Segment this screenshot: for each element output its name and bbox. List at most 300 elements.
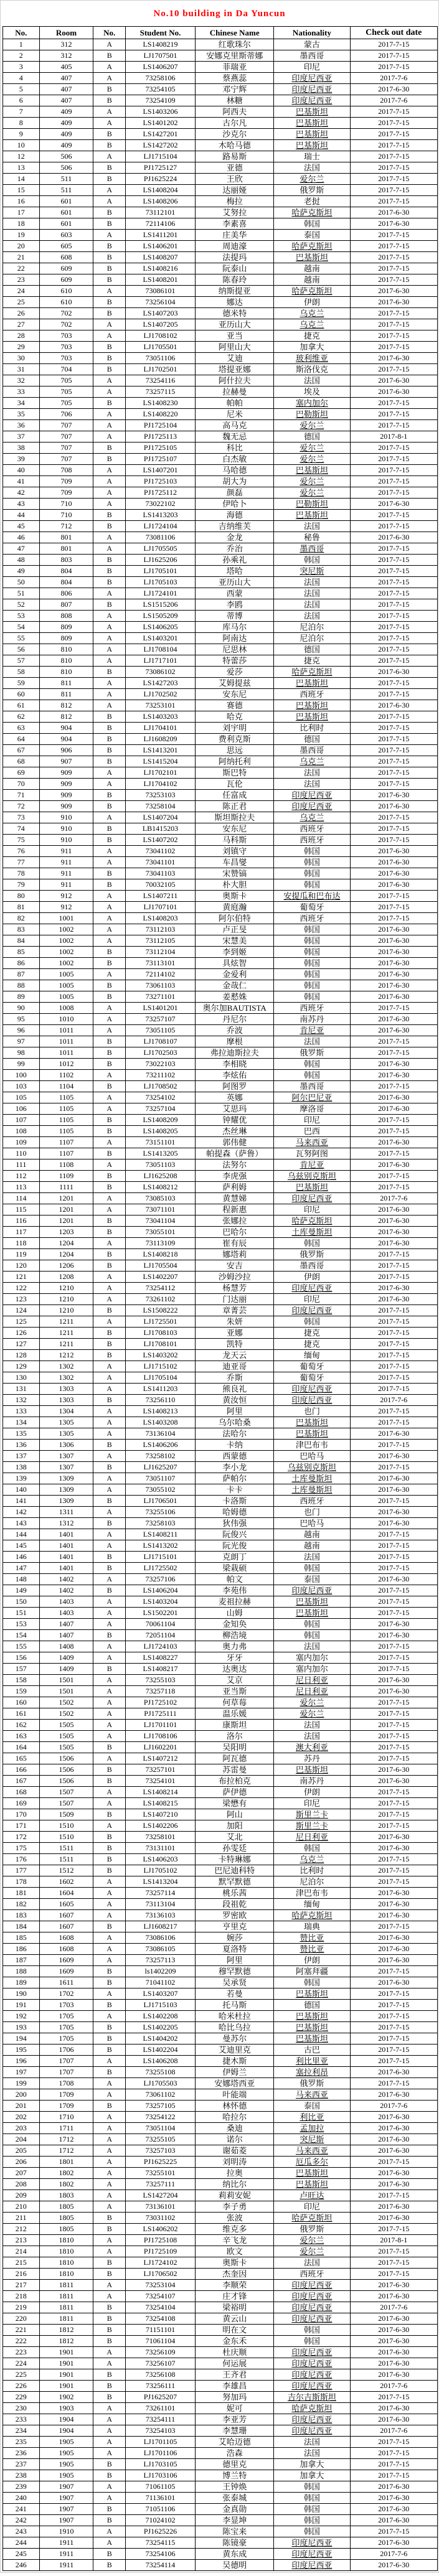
cell-student-no: LJ1707101 — [125, 902, 195, 913]
cell-room: 1011 — [39, 1036, 93, 1047]
cell-student-no: PJ1725109 — [125, 2246, 195, 2257]
table-row — [3, 1518, 438, 1529]
cell-checkout-date: 2017-6-30 — [350, 2112, 437, 2123]
cell-no: 53 — [3, 611, 40, 622]
cell-chinese-name: 欧文 — [196, 2246, 274, 2257]
cell-nationality: 西班牙 — [274, 2269, 350, 2280]
cell-bed: B — [93, 555, 126, 566]
cell-checkout-date: 2017-6-30 — [350, 207, 437, 218]
cell-checkout-date: 2017-7-15 — [350, 465, 437, 476]
cell-no: 145 — [3, 1540, 40, 1552]
cell-room: 1309 — [39, 1484, 93, 1496]
cell-checkout-date: 2017-7-15 — [350, 1249, 437, 1260]
cell-checkout-date: 2017-6-30 — [350, 1764, 437, 1776]
cell-checkout-date: 2017-7-15 — [350, 151, 437, 162]
cell-no: 190 — [3, 1988, 40, 2000]
cell-bed: A — [93, 2358, 126, 2369]
cell-chinese-name: 帕帕 — [196, 398, 274, 409]
cell-bed: B — [93, 207, 126, 218]
cell-checkout-date: 2017-7-15 — [350, 767, 437, 779]
cell-student-no: 73261101 — [125, 2403, 195, 2414]
table-row — [3, 1977, 438, 1988]
cell-nationality: 巴基斯坦 — [274, 118, 350, 129]
cell-room: 1008 — [39, 1003, 93, 1014]
cell-bed: B — [93, 734, 126, 745]
cell-room: 1901 — [39, 2347, 93, 2358]
cell-bed: B — [93, 980, 126, 991]
cell-checkout-date: 2017-6-30 — [350, 353, 437, 364]
cell-room: 1309 — [39, 1473, 93, 1484]
cell-room: 1609 — [39, 1955, 93, 1966]
cell-checkout-date: 2017-7-15 — [350, 196, 437, 207]
cell-checkout-date: 2017-8-1 — [350, 2235, 437, 2246]
cell-no: 74 — [3, 823, 40, 835]
cell-student-no: LJ1715104 — [125, 151, 195, 162]
cell-no: 206 — [3, 2157, 40, 2168]
cell-nationality: 突尼斯 — [274, 2134, 350, 2145]
cell-no: 239 — [3, 2481, 40, 2493]
cell-room: 1604 — [39, 1888, 93, 1899]
cell-bed: A — [93, 420, 126, 431]
cell-checkout-date: 2017-7-15 — [350, 1865, 437, 1876]
cell-chinese-name: 沙姆沙拉 — [196, 1272, 274, 1283]
cell-no: 170 — [3, 1809, 40, 1820]
table-row — [3, 1092, 438, 1103]
cell-nationality: 巴基斯坦 — [274, 2179, 350, 2190]
table-row — [3, 230, 438, 241]
cell-nationality: 巴基斯坦 — [274, 2033, 350, 2044]
cell-student-no: LJ1701105 — [125, 2437, 195, 2448]
cell-checkout-date: 2017-7-15 — [350, 252, 437, 263]
cell-chinese-name: 法哈尔 — [196, 1428, 274, 1440]
cell-nationality: 葡萄牙 — [274, 1361, 350, 1372]
cell-student-no: LS1406201 — [125, 241, 195, 252]
cell-nationality: 尼泊尔 — [274, 622, 350, 633]
cell-chinese-name: 狄伟强 — [196, 1518, 274, 1529]
cell-no: 147 — [3, 1563, 40, 1574]
cell-bed: A — [93, 1652, 126, 1664]
cell-checkout-date: 2017-7-15 — [350, 913, 437, 924]
cell-chinese-name: 达奥达 — [196, 1664, 274, 1675]
cell-bed: A — [93, 1238, 126, 1249]
cell-checkout-date: 2017-7-15 — [350, 1988, 437, 2000]
cell-bed: A — [93, 1675, 126, 1686]
cell-bed: B — [93, 1305, 126, 1316]
cell-chinese-name: 金龙 — [196, 532, 274, 543]
cell-student-no: 73257105 — [125, 2101, 195, 2112]
cell-room: 1707 — [39, 2067, 93, 2078]
cell-chinese-name: 巴尼迪科特 — [196, 1865, 274, 1876]
cell-bed: B — [93, 1563, 126, 1574]
cell-checkout-date: 2017-7-15 — [350, 1406, 437, 1417]
cell-no: 208 — [3, 2179, 40, 2190]
cell-bed: A — [93, 1619, 126, 1630]
cell-no: 138 — [3, 1462, 40, 1473]
cell-nationality: 爱尔兰 — [274, 487, 350, 499]
cell-nationality: 印尼 — [274, 1204, 350, 1215]
table-row — [3, 2515, 438, 2526]
cell-checkout-date: 2017-6-30 — [350, 1070, 437, 1081]
cell-room: 506 — [39, 162, 93, 174]
cell-bed: B — [93, 2392, 126, 2403]
table-row — [3, 431, 438, 443]
cell-bed: A — [93, 2425, 126, 2437]
cell-chinese-name: 金哉仁 — [196, 980, 274, 991]
table-row — [3, 947, 438, 958]
cell-room: 912 — [39, 891, 93, 902]
cell-bed: B — [93, 566, 126, 577]
cell-checkout-date: 2017-7-15 — [350, 409, 437, 420]
cell-no: 117 — [3, 1227, 40, 1238]
table-row — [3, 1305, 438, 1316]
cell-room: 609 — [39, 274, 93, 286]
cell-no: 37 — [3, 431, 40, 443]
cell-nationality: 韩国 — [274, 935, 350, 947]
cell-checkout-date: 2017-7-15 — [350, 2392, 437, 2403]
cell-nationality: 韩国 — [274, 2526, 350, 2537]
table-row — [3, 1820, 438, 1832]
table-row — [3, 2560, 438, 2571]
cell-no: 14 — [3, 174, 40, 185]
cell-bed: B — [93, 1809, 126, 1820]
table-row — [3, 2537, 438, 2549]
cell-room: 909 — [39, 779, 93, 790]
cell-no: 128 — [3, 1350, 40, 1361]
cell-chinese-name: 黄东成 — [196, 2549, 274, 2560]
cell-bed: B — [93, 129, 126, 140]
cell-student-no: 73254112 — [125, 1283, 195, 1294]
cell-room: 1805 — [39, 2201, 93, 2213]
cell-chinese-name: 梁栽硕 — [196, 1563, 274, 1574]
cell-bed: B — [93, 95, 126, 106]
cell-student-no: LS1427204 — [125, 2190, 195, 2201]
cell-room: 1303 — [39, 1384, 93, 1395]
cell-nationality: 泰国 — [274, 230, 350, 241]
cell-checkout-date: 2017-7-15 — [350, 1854, 437, 1865]
cell-no: 119 — [3, 1249, 40, 1260]
cell-nationality: 突尼斯 — [274, 566, 350, 577]
cell-chinese-name: 安东尼 — [196, 823, 274, 835]
cell-room: 1911 — [39, 2537, 93, 2549]
cell-room: 312 — [39, 39, 93, 50]
cell-bed: B — [93, 2224, 126, 2235]
cell-room: 812 — [39, 700, 93, 711]
cell-room: 1805 — [39, 2213, 93, 2224]
cell-chinese-name: 弗拉迪斯拉夫 — [196, 1047, 274, 1059]
cell-no: 233 — [3, 2414, 40, 2425]
cell-chinese-name: 罗密欧 — [196, 1910, 274, 1921]
cell-student-no: LS1515206 — [125, 599, 195, 611]
cell-nationality: 巴基斯坦 — [274, 2011, 350, 2022]
cell-student-no: 73022102 — [125, 499, 195, 510]
cell-student-no: LJ1706502 — [125, 2269, 195, 2280]
cell-bed: A — [93, 622, 126, 633]
cell-room: 1511 — [39, 1843, 93, 1854]
cell-nationality: 利比里亚 — [274, 2056, 350, 2067]
cell-nationality: 韩国 — [274, 969, 350, 980]
cell-bed: B — [93, 835, 126, 846]
table-row — [3, 2101, 438, 2112]
cell-nationality: 尼日利亚 — [274, 1832, 350, 1843]
cell-nationality: 爱尔兰 — [274, 420, 350, 431]
cell-chinese-name: 吴承贤 — [196, 1977, 274, 1988]
table-row — [3, 599, 438, 611]
cell-bed: B — [93, 140, 126, 151]
cell-nationality: 印度尼西亚 — [274, 1395, 350, 1406]
cell-bed: A — [93, 1451, 126, 1462]
cell-bed: A — [93, 913, 126, 924]
col-chinese-name: Chinese Name — [196, 27, 274, 39]
cell-nationality: 印度尼西亚 — [274, 95, 350, 106]
cell-bed: A — [93, 1283, 126, 1294]
cell-chinese-name: 章菁芸 — [196, 1305, 274, 1316]
cell-chinese-name: 木哈马德 — [196, 140, 274, 151]
cell-bed: A — [93, 2448, 126, 2459]
cell-bed: B — [93, 274, 126, 286]
cell-checkout-date: 2017-6-30 — [350, 1574, 437, 1585]
cell-chinese-name: 爱莎 — [196, 667, 274, 678]
cell-checkout-date: 2017-6-30 — [350, 2067, 437, 2078]
cell-room: 1706 — [39, 2044, 93, 2056]
cell-checkout-date: 2017-7-15 — [350, 745, 437, 756]
cell-no: 113 — [3, 1182, 40, 1193]
cell-bed: A — [93, 39, 126, 50]
cell-checkout-date: 2017-7-15 — [350, 1126, 437, 1137]
cell-student-no: LS1406204 — [125, 1585, 195, 1596]
cell-no: 40 — [3, 465, 40, 476]
cell-chinese-name: 李鸥 — [196, 599, 274, 611]
cell-student-no: 73041102 — [125, 846, 195, 857]
cell-student-no: LS1413204 — [125, 1876, 195, 1888]
cell-checkout-date: 2017-6-30 — [350, 2504, 437, 2515]
cell-no: 21 — [3, 252, 40, 263]
cell-no: 15 — [3, 185, 40, 196]
cell-room: 1902 — [39, 2392, 93, 2403]
cell-nationality: 韩国 — [274, 1563, 350, 1574]
cell-bed: A — [93, 633, 126, 644]
cell-no: 149 — [3, 1585, 40, 1596]
cell-bed: B — [93, 1440, 126, 1451]
col-room: Room — [39, 27, 93, 39]
table-row — [3, 2392, 438, 2403]
cell-nationality: 蒙古 — [274, 39, 350, 50]
cell-checkout-date: 2017-7-15 — [350, 1440, 437, 1451]
cell-bed: A — [93, 1944, 126, 1955]
cell-room: 1105 — [39, 1103, 93, 1115]
cell-room: 1010 — [39, 1014, 93, 1025]
cell-no: 31 — [3, 364, 40, 375]
table-row — [3, 991, 438, 1003]
cell-nationality: 韩国 — [274, 980, 350, 991]
cell-student-no: LS1403207 — [125, 1988, 195, 2000]
cell-student-no: 73211102 — [125, 1070, 195, 1081]
cell-room: 1204 — [39, 1238, 93, 1249]
cell-bed: B — [93, 297, 126, 308]
cell-bed: A — [93, 2089, 126, 2101]
cell-checkout-date: 2017-6-30 — [350, 2358, 437, 2369]
cell-room: 1401 — [39, 1540, 93, 1552]
cell-student-no: 73254107 — [125, 2291, 195, 2302]
cell-student-no: 73051103 — [125, 1159, 195, 1171]
cell-room: 1306 — [39, 1440, 93, 1451]
cell-no: 168 — [3, 1787, 40, 1798]
cell-nationality: 韩国 — [274, 1070, 350, 1081]
cell-room: 1105 — [39, 1126, 93, 1137]
cell-student-no: 73254102 — [125, 1092, 195, 1103]
cell-checkout-date: 2017-6-30 — [350, 1899, 437, 1910]
cell-bed: A — [93, 857, 126, 868]
cell-bed: B — [93, 2213, 126, 2224]
cell-checkout-date: 2017-6-30 — [350, 1630, 437, 1641]
table-row — [3, 2224, 438, 2235]
cell-student-no: LJ1708101 — [125, 1339, 195, 1350]
cell-no: 52 — [3, 599, 40, 611]
cell-room: 911 — [39, 879, 93, 891]
cell-nationality: 捷克 — [274, 1328, 350, 1339]
cell-room: 1201 — [39, 1193, 93, 1204]
cell-nationality: 西班牙 — [274, 1003, 350, 1014]
cell-room: 1502 — [39, 1708, 93, 1720]
cell-chinese-name: 李苑伟 — [196, 1585, 274, 1596]
cell-room: 801 — [39, 532, 93, 543]
cell-nationality: 瑞士 — [274, 151, 350, 162]
cell-room: 407 — [39, 95, 93, 106]
cell-student-no: 73061103 — [125, 980, 195, 991]
cell-no: 105 — [3, 1092, 40, 1103]
cell-room: 1311 — [39, 1507, 93, 1518]
cell-student-no: 73255108 — [125, 2067, 195, 2078]
table-row — [3, 1787, 438, 1798]
cell-room: 1506 — [39, 1776, 93, 1787]
cell-checkout-date: 2017-7-15 — [350, 2000, 437, 2011]
table-row — [3, 420, 438, 431]
cell-student-no: 72114106 — [125, 218, 195, 230]
cell-student-no: LJ1717101 — [125, 655, 195, 667]
cell-checkout-date: 2017-7-15 — [350, 1047, 437, 1059]
cell-room: 1201 — [39, 1204, 93, 1215]
cell-bed: B — [93, 745, 126, 756]
cell-no: 222 — [3, 2336, 40, 2347]
cell-chinese-name: 亚娜 — [196, 1328, 274, 1339]
cell-nationality: 韩国 — [274, 947, 350, 958]
cell-checkout-date: 2017-6-30 — [350, 947, 437, 958]
cell-nationality: 泰国 — [274, 2101, 350, 2112]
cell-nationality: 巴基斯坦 — [274, 700, 350, 711]
cell-room: 1506 — [39, 1753, 93, 1764]
cell-chinese-name: 蒂博 — [196, 611, 274, 622]
cell-nationality: 法国 — [274, 779, 350, 790]
cell-no: 90 — [3, 1003, 40, 1014]
table-row — [3, 711, 438, 723]
cell-room: 605 — [39, 241, 93, 252]
cell-chinese-name: 德米特 — [196, 308, 274, 319]
table-row — [3, 443, 438, 454]
cell-student-no: 73081106 — [125, 532, 195, 543]
cell-bed: A — [93, 2179, 126, 2190]
cell-chinese-name: 李顺荣 — [196, 2280, 274, 2291]
cell-no: 199 — [3, 2078, 40, 2089]
cell-chinese-name: 帕文 — [196, 1574, 274, 1585]
cell-room: 1709 — [39, 2101, 93, 2112]
cell-nationality: 印度尼西亚 — [274, 2313, 350, 2325]
cell-no: 217 — [3, 2280, 40, 2291]
cell-bed: B — [93, 1260, 126, 1272]
cell-nationality: 爱尔兰 — [274, 174, 350, 185]
cell-student-no: 73258104 — [125, 801, 195, 812]
cell-nationality: 印度尼西亚 — [274, 2414, 350, 2425]
cell-student-no: 73112104 — [125, 947, 195, 958]
cell-nationality: 尼泊尔 — [274, 1876, 350, 1888]
cell-room: 1608 — [39, 1944, 93, 1955]
cell-chinese-name: 哈姆德 — [196, 1507, 274, 1518]
cell-checkout-date: 2017-6-30 — [350, 935, 437, 947]
cell-chinese-name: 西蒙 — [196, 588, 274, 599]
cell-checkout-date: 2017-6-30 — [350, 2515, 437, 2526]
cell-no: 45 — [3, 521, 40, 532]
cell-room: 909 — [39, 801, 93, 812]
table-row — [3, 2459, 438, 2470]
cell-chinese-name: 哈米杜拉 — [196, 2011, 274, 2022]
cell-student-no: PJ1725104 — [125, 420, 195, 431]
cell-chinese-name: 亚当 — [196, 330, 274, 342]
cell-bed: A — [93, 1316, 126, 1328]
cell-nationality: 越南 — [274, 1529, 350, 1540]
cell-chinese-name: 陈镜豪 — [196, 2537, 274, 2549]
cell-nationality: 巴基斯坦 — [274, 2168, 350, 2179]
table-row — [3, 1955, 438, 1966]
cell-no: 106 — [3, 1103, 40, 1115]
cell-bed: B — [93, 1171, 126, 1182]
cell-nationality: 捷克 — [274, 330, 350, 342]
cell-student-no: 73258102 — [125, 1451, 195, 1462]
cell-student-no: LS1408217 — [125, 1664, 195, 1675]
table-row — [3, 1014, 438, 1025]
cell-nationality: 马来西亚 — [274, 2089, 350, 2101]
cell-checkout-date: 2017-7-15 — [350, 1820, 437, 1832]
cell-room: 1811 — [39, 2302, 93, 2313]
cell-nationality: 乌兹别克斯坦 — [274, 1462, 350, 1473]
cell-checkout-date: 2017-6-30 — [350, 2369, 437, 2381]
cell-bed: B — [93, 1776, 126, 1787]
table-row — [3, 2414, 438, 2425]
cell-no: 108 — [3, 1126, 40, 1137]
cell-room: 803 — [39, 555, 93, 566]
cell-student-no: LS1403208 — [125, 1417, 195, 1428]
cell-chinese-name: 柳浩境 — [196, 1630, 274, 1641]
table-row — [3, 1227, 438, 1238]
cell-no: 241 — [3, 2504, 40, 2515]
table-row — [3, 174, 438, 185]
table-row — [3, 1910, 438, 1921]
cell-chinese-name: 伊姆兰 — [196, 2067, 274, 2078]
cell-checkout-date: 2017-6-30 — [350, 1092, 437, 1103]
cell-no: 19 — [3, 230, 40, 241]
cell-chinese-name: 杜庆顺 — [196, 2347, 274, 2358]
cell-room: 405 — [39, 62, 93, 73]
cell-nationality: 巴勒斯坦 — [274, 499, 350, 510]
cell-checkout-date: 2017-7-15 — [350, 2056, 437, 2067]
table-row — [3, 1159, 438, 1171]
cell-nationality: 孟加拉 — [274, 2123, 350, 2134]
table-row — [3, 2145, 438, 2157]
cell-no: 122 — [3, 1283, 40, 1294]
cell-no: 197 — [3, 2067, 40, 2078]
cell-checkout-date: 2017-7-15 — [350, 1171, 437, 1182]
cell-student-no: LS1401202 — [125, 118, 195, 129]
cell-checkout-date: 2017-6-30 — [350, 1014, 437, 1025]
cell-room: 1707 — [39, 2056, 93, 2067]
cell-nationality: 法国 — [274, 588, 350, 599]
